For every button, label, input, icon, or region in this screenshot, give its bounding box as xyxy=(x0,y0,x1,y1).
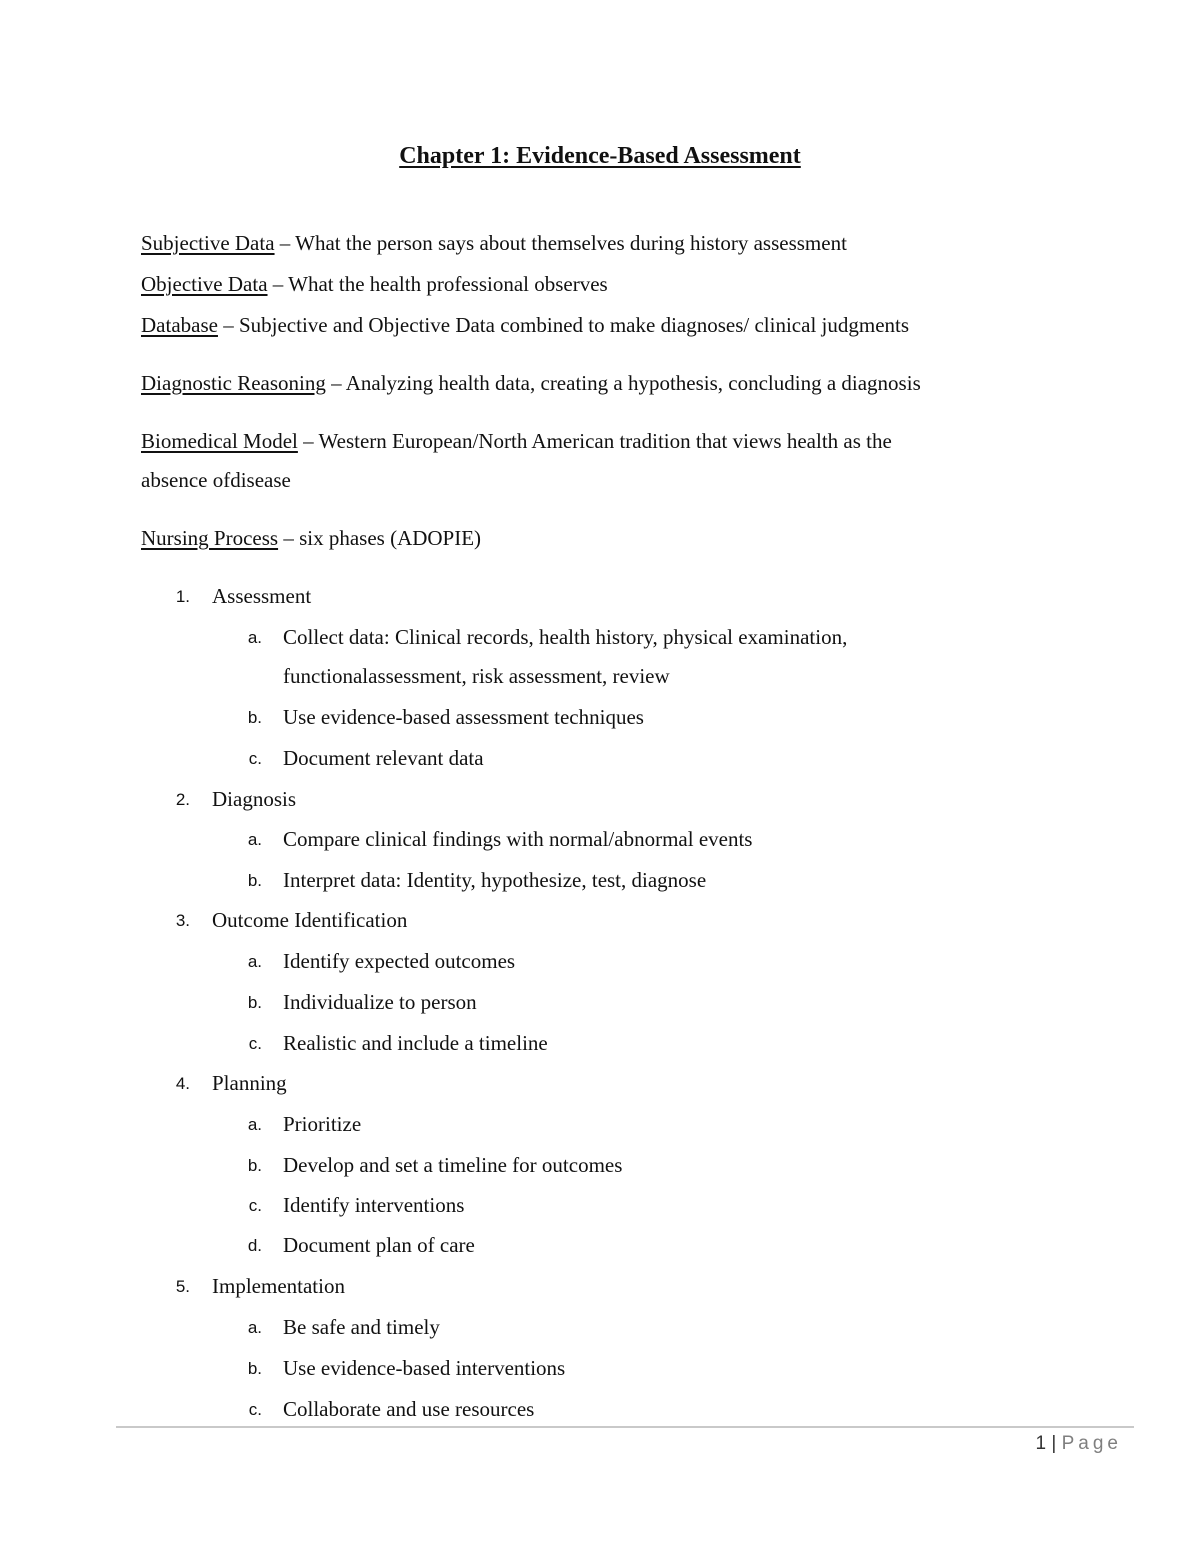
page-label: Page xyxy=(1061,1433,1122,1454)
sub-item-letter: a. xyxy=(247,628,262,647)
definition-subjective-data xyxy=(141,229,847,257)
sub-item-letter: b. xyxy=(247,871,262,890)
phase-number: 4. xyxy=(175,1074,190,1093)
sub-item-text: Collaborate and use resources xyxy=(283,1397,535,1421)
sub-item-text: Compare clinical findings with normal/abnormal events xyxy=(283,827,753,851)
phase-number: 5. xyxy=(175,1277,190,1296)
sub-item-letter: b. xyxy=(247,993,262,1012)
definition-objective-data xyxy=(141,270,608,298)
definition-text: – Western European/North American tradition that views health as the xyxy=(297,429,892,453)
sub-item-letter: c. xyxy=(248,1400,262,1419)
page-title: Chapter 1: Evidence-Based Assessment xyxy=(399,143,801,169)
definition-text: – six phases (ADOPIE) xyxy=(278,526,482,550)
phase-number: 1. xyxy=(175,587,190,606)
sub-item-letter: a. xyxy=(247,952,262,971)
sub-item-text: Use evidence-based assessment techniques xyxy=(283,705,644,729)
sub-item-letter: c. xyxy=(248,749,262,768)
definition-term: Biomedical Model xyxy=(141,429,298,453)
sub-item-letter: d. xyxy=(247,1236,262,1255)
phase-label: Planning xyxy=(212,1071,287,1095)
phase-label: Implementation xyxy=(212,1274,345,1298)
sub-item-text: Develop and set a timeline for outcomes xyxy=(283,1153,623,1177)
phase-number: 3. xyxy=(175,911,190,930)
definition-term: Diagnostic Reasoning xyxy=(141,371,326,395)
sub-item-letter: a. xyxy=(247,1115,262,1134)
sub-item-text: Document plan of care xyxy=(283,1233,475,1257)
definition-text: – What the health professional observes xyxy=(267,272,608,296)
sub-item-text: Identify interventions xyxy=(283,1193,465,1217)
sub-item-letter: c. xyxy=(248,1034,262,1053)
definition-nursing-process xyxy=(141,524,481,552)
sub-item-letter: b. xyxy=(247,1359,262,1378)
sub-item-text: Individualize to person xyxy=(283,990,477,1014)
footer-separator: | xyxy=(1051,1433,1057,1454)
definition-text: – Subjective and Objective Data combined to make diagnoses/ clinical judgments xyxy=(217,313,910,337)
sub-item-letter: a. xyxy=(247,830,262,849)
sub-item-letter: c. xyxy=(248,1196,262,1215)
sub-item-letter: b. xyxy=(247,1156,262,1175)
phase-number: 2. xyxy=(175,790,190,809)
definition-continuation: absence ofdisease xyxy=(141,468,291,492)
definition-term: Subjective Data xyxy=(141,231,275,255)
definition-text: – Analyzing health data, creating a hypothesis, concluding a diagnosis xyxy=(325,371,921,395)
page-number: 1 xyxy=(1035,1433,1047,1454)
sub-item-letter: b. xyxy=(247,708,262,727)
sub-item-continuation: functionalassessment, risk assessment, review xyxy=(283,664,670,688)
phase-label: Assessment xyxy=(212,584,312,608)
page-footer xyxy=(1036,1430,1122,1458)
definition-diagnostic-reasoning xyxy=(141,369,921,397)
sub-item-text: Use evidence-based interventions xyxy=(283,1356,566,1380)
definition-database xyxy=(141,311,909,339)
sub-item-text: Identify expected outcomes xyxy=(283,949,516,973)
definition-term: Nursing Process xyxy=(141,526,279,550)
sub-item-text: Collect data: Clinical records, health history, physical examination, xyxy=(283,625,848,649)
definition-term: Database xyxy=(141,313,218,337)
sub-item-text: Document relevant data xyxy=(283,746,484,770)
definition-text: – What the person says about themselves during history assessment xyxy=(274,231,847,255)
definition-biomedical-model xyxy=(141,427,892,455)
sub-item-text: Be safe and timely xyxy=(283,1315,440,1339)
definition-term: Objective Data xyxy=(141,272,268,296)
phase-label: Outcome Identification xyxy=(212,908,408,932)
sub-item-text: Prioritize xyxy=(283,1112,362,1136)
sub-item-letter: a. xyxy=(247,1318,262,1337)
sub-item-text: Interpret data: Identity, hypothesize, test, diagnose xyxy=(283,868,707,892)
phase-label: Diagnosis xyxy=(212,787,296,811)
footer-divider xyxy=(116,1426,1134,1428)
sub-item-text: Realistic and include a timeline xyxy=(283,1031,548,1055)
